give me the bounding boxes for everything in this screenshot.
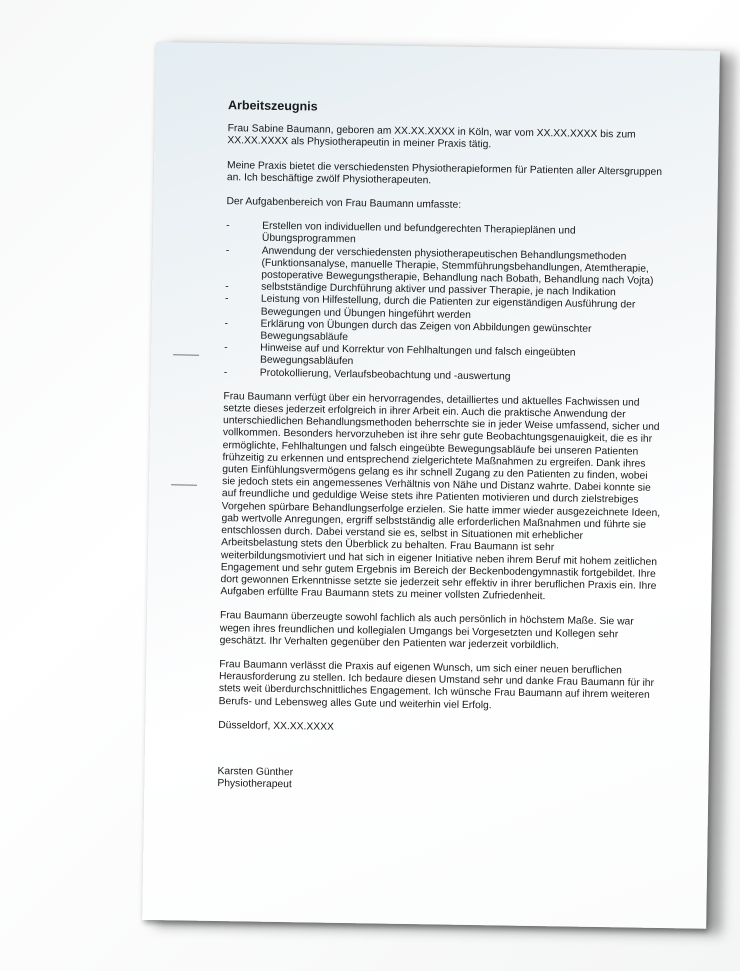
document-page (142, 42, 720, 929)
task-item: - Erstellen von individuellen und befundgerechten Therapieplänen und Übungsprogrammen (226, 220, 666, 251)
letter-content (217, 99, 668, 797)
task-item: - Anwendung der verschiedensten physiotherapeutischen Behandlungsmethoden (Funktionsanalyse, manuelle Therapie, Stemmführungsbehandlungen, Atemtherapie, postoperative Bewegungstherapie, Behandlung nach Bobath, Behandlung nach Vojta) (225, 245, 666, 289)
task-item: - Erklärung von Übungen durch das Zeigen von Abbildungen gewünschter Bewegungsabläufe (224, 318, 664, 349)
fold-mark-top (173, 354, 199, 355)
signature-block (217, 766, 657, 797)
task-item: - Hinweise auf und Korrektur von Fehlhaltungen und falsch eingeübten Bewegungsabläufen (224, 342, 664, 373)
document-title: Arbeitszeugnis (227, 98, 318, 114)
closing-paragraph: Frau Baumann verlässt die Praxis auf eigenen Wunsch, um sich einer neuen beruflichen Herausforderung zu stellen. Ich bedaure diesen Umstand sehr und danke Frau Baumann für ihr stets weit überdurchschnittliches Engagement. Ich wünsche Frau Baumann auf ihrem weiteren Berufs- und Lebensweg alles Gute und weiterhin viel Erfolg. (218, 658, 655, 711)
task-item: - selbstständige Durchführung aktiver und passiver Therapie, je nach Indikation (225, 281, 665, 300)
signature-role: Physiotherapeut (217, 778, 292, 791)
fold-mark-bottom (171, 484, 197, 485)
performance-paragraph: Frau Baumann verfügt über ein hervorragendes, detailliertes und aktuelles Fachwissen und setzte dieses jederzeit erfolgreich in ihrer Arbeit ein. Auch die praktische Anwendung der unterschiedlichen Behandlungsmethoden beherrschte sie in jeder Weise umfassend, sicher und vollkommen. Besonders hervorzuheben ist ihre sehr gute Beobachtungsgenauigkeit, die es ihr ermöglichte, Fehlhaltungen und falsch eingeübte Bewegungsabläufe bei unseren Patienten frühzeitig zu erkennen und entsprechend zielgerichtete Maßnahmen zu ergreifen. Dank ihres guten Einfühlungsvermögens gelang es ihr schnell Zugang zu den Patienten zu finden, wobei sie jedoch stets ein angemessenes Verhältnis von Nähe und Distanz wahrte. Dabei konnte sie auf freundliche und geduldige Weise stets ihre Patienten motivieren und durch zielstrebiges Vorgehen spürbare Behandlungserfolge erzielen. Sie hatte immer wieder ausgezeichnete Ideen, gab wertvolle Anregungen, ergriff selbstständig alle erforderlichen Maßnahmen und führte sie entschlossen durch. Dabei verstand sie es, selbst in Situationen mit erheblicher Arbeitsbelastung stets den Überblick zu behalten. Frau Baumann ist sehr weiterbildungsmotiviert und hat sich in eigener Initiative neben ihrem Beruf mit hohem zeitlichen Engagement und sehr gutem Ergebnis im Bereich der Beckenbodengymnastik fortgebildet. Ihre dort gewonnen Erkenntnisse setzte sie jederzeit sehr effektiv in ihrer beruflichen Praxis ein. Ihre Aufgaben erfüllte Frau Baumann stets zu meiner vollsten Zufriedenheit. (220, 390, 661, 603)
task-list (224, 220, 666, 386)
intro-paragraph: Frau Sabine Baumann, geboren am XX.XX.XXXX in Köln, war vom XX.XX.XXXX bis zum XX.XX.XXXX als Physiotherapeutin in meiner Praxis tätig. (227, 123, 636, 151)
conduct-paragraph: Frau Baumann überzeugte sowohl fachlich als auch persönlich in höchstem Maße. Sie war wegen ihres freundlichen und kollegialen Umgangs bei Vorgesetzten und Kollegen sehr geschätzt. Ihr Verhalten gegenüber den Patienten war jederzeit vorbildlich. (219, 610, 634, 652)
practice-paragraph: Meine Praxis bietet die verschiedensten Physiotherapieformen für Patienten aller Altersgruppen an. Ich beschäftige zwölf Physiotherapeuten. (226, 159, 663, 187)
task-item: - Leistung von Hilfestellung, durch die Patienten zur eigenständigen Ausführung der Bewegungen und Übungen hingeführt werden (225, 294, 665, 325)
task-item: - Protokollierung, Verlaufsbeobachtung und -auswertung (224, 367, 664, 386)
signature-name: Karsten Günther (217, 765, 294, 779)
place-date: Düsseldorf, XX.XX.XXXX (218, 719, 334, 733)
tasks-intro: Der Aufgabenbereich von Frau Baumann umfasste: (226, 196, 462, 211)
